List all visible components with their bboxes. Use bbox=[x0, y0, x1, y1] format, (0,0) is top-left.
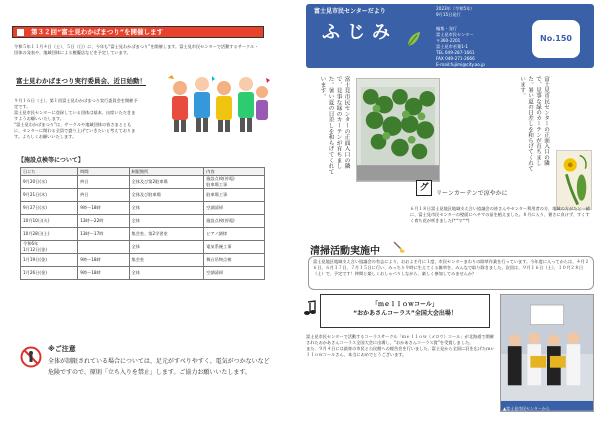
issue-year: 2023年（令和5年） bbox=[436, 6, 475, 11]
table-cell: 舞台吊物点検 bbox=[204, 254, 265, 267]
no-entry-icon bbox=[20, 346, 42, 368]
table-cell: 駐車場工事 bbox=[204, 189, 265, 202]
chorus-header bbox=[320, 294, 490, 328]
table-cell: 終日 bbox=[78, 189, 129, 202]
festival-text: 令和５年１１月４日（土）、５日（日）に、今年も“富士見わかばまつり”を開催します。富士見市民センターで活動するサークル・団体の発表や、地域団体による模擬店などを予定しています。 bbox=[14, 44, 259, 55]
table-cell bbox=[78, 241, 129, 254]
cleaning-title: 清掃活動実施中 bbox=[310, 246, 380, 257]
meeting-text: ９月１６日（土）、第１回富士見わかばまつり実行委員会を開催予定です。 富士見市民センターに登録している団体は基本、出席いただきますようお願いいたします。 “富士見わかばまつり”は、サークルや地域団体の皆さまとともに、センターに関わる全員で盛り上げていきたいと考えております。よろしくお願いいたします。 bbox=[14, 98, 138, 139]
table-row bbox=[21, 267, 265, 280]
loofah-photo bbox=[556, 150, 592, 210]
table-header: 時間 bbox=[78, 168, 129, 176]
table-cell: 空調清掃 bbox=[204, 267, 265, 280]
cleaning-text: 富士見地区地域支え合い協議会の有志により、おおよそ月に１度、市民センターまわりの除草作業を行っています。今年度に入ってからは、４月２６日、６月１７日、７月１５日に行い、みっちり９時に生えてくる雑草を、みんなで取り除きました。次回は、９月１６日（土）、１０月２８日（土）で、予定です！仲間と楽しくおしゃべりしながら、楽しく参加してみませんか？ bbox=[308, 256, 594, 290]
table-cell: 13時～22時 bbox=[78, 215, 129, 228]
table-cell: 全体及び駐車場 bbox=[129, 189, 204, 202]
chorus-title-2: “おかあさんコーラス”全国大会出場！ bbox=[353, 310, 457, 317]
festival-header bbox=[12, 26, 264, 38]
caution-title: ※ご注意 bbox=[48, 345, 76, 353]
table-cell: 空調清掃 bbox=[204, 202, 265, 215]
caution-text: 全体が制限されている場合については、足元がすべりやすく、電気がつかないなど危険ですので、原則「立ち入りを禁止」します。ご協力お願いいたします。 bbox=[48, 358, 270, 376]
table-cell: 全体及び第2駐車場 bbox=[129, 176, 204, 189]
table-cell: 9時～18時 bbox=[78, 254, 129, 267]
broom-icon bbox=[392, 240, 406, 254]
masthead-title: ふじみ bbox=[322, 22, 397, 43]
table-cell: 9月21日(木) bbox=[21, 189, 78, 202]
festival-illustration bbox=[162, 74, 274, 138]
table-cell: 9月20日(水) bbox=[21, 176, 78, 189]
music-note-icon bbox=[302, 300, 318, 316]
chorus-title-1: 「ｍｅｌｌｏｗコール」 bbox=[372, 301, 438, 308]
table-row bbox=[21, 215, 265, 228]
table-cell: 終日 bbox=[78, 176, 129, 189]
table-header: 制限箇所 bbox=[129, 168, 204, 176]
table-cell: 10月10日(火) bbox=[21, 215, 78, 228]
chorus-photo-caption: ▲富士見市民センターから bbox=[503, 406, 550, 411]
square-bullet-icon bbox=[17, 29, 24, 36]
table-cell: 全体 bbox=[129, 241, 204, 254]
table-cell: 全体 bbox=[129, 267, 204, 280]
chorus-photo bbox=[500, 294, 594, 412]
green-curtain-title: リーンカーテンで涼やかに bbox=[436, 190, 508, 197]
table-cell: 10月28日(土) bbox=[21, 228, 78, 241]
table-header: 日にち bbox=[21, 168, 78, 176]
table-header: 内容 bbox=[204, 168, 265, 176]
table-cell: 9月27日(水) bbox=[21, 202, 78, 215]
table-header-row bbox=[21, 168, 265, 176]
chorus-text: 富士見市民センターで活動するコーラスサークル「ｍｅｌｌｏｗ（メロウ）コール」が北海道で開催されたおかあさんコーラス全国大会に出場し、“おかあさんコーラス賞”を受賞しました。 また、９月４日には最寄の市民と公民館への報告会を行いました。富士見から全国に羽を広げたｍｅｌｌｏｗコールさん、本当におめでとうございます。 bbox=[306, 334, 495, 357]
meeting-title: 富士見わかばまつり実行委員会、近日始動！ bbox=[16, 77, 146, 85]
issue-number: No.150 bbox=[540, 34, 572, 43]
table-cell: 全体 bbox=[129, 202, 204, 215]
table-row bbox=[21, 202, 265, 215]
table-cell: 集会室、第2学習室 bbox=[129, 228, 204, 241]
table-row bbox=[21, 189, 265, 202]
issue-number-badge bbox=[532, 20, 580, 58]
table-cell: 13時～17時 bbox=[78, 228, 129, 241]
table-cell: ピアノ調律 bbox=[204, 228, 265, 241]
table-cell: 施設点検(停電) 駐車場工事 bbox=[204, 176, 265, 189]
table-cell: 令和6年 1月12日(金) bbox=[21, 241, 78, 254]
table-row bbox=[21, 176, 265, 189]
facility-table-title: 【施設点検等について】 bbox=[18, 157, 84, 164]
table-cell: 1月26日(金) bbox=[21, 267, 78, 280]
vertical-column-left: 富士見市民センターの正面入口の隣で、見事な緑のカーテンが育ちました。暑い夏の日差しを和らげてくれています。 bbox=[319, 76, 349, 175]
table-row bbox=[21, 228, 265, 241]
publisher-info: 編集・発行 富士見市民センター 〒360-2201 富士見市若葉1-1 TEL 049-287-1661 FAX 049-271-2666 E-mail:fujimi@city.ao.jp bbox=[436, 26, 485, 67]
green-curtain-photo bbox=[356, 78, 440, 182]
table-cell: 9時～18時 bbox=[78, 202, 129, 215]
table-cell: 施設点検(停電) bbox=[204, 215, 265, 228]
festival-title: 第３２回“富士見わかばまつり”を開催します bbox=[31, 28, 164, 36]
table-row bbox=[21, 241, 265, 254]
green-curtain-badge: グ bbox=[416, 180, 432, 196]
issue-day: 9月15日発行 bbox=[436, 12, 461, 17]
masthead-subtitle: 富士見市民センターだより bbox=[314, 8, 386, 15]
issue-date bbox=[436, 6, 474, 18]
green-curtain-text: ６月１８日富士見地区地域支え合い協議会の皆さんやセンター利用者の方、地域の方がたと一緒に、富士見市民センターの壁面にヘチマの苗を植えました。８月に入り、暑さに負けず、すくすく育ち花が咲きました(*^▽^*) bbox=[410, 206, 590, 223]
table-cell: 集会室 bbox=[129, 254, 204, 267]
table-cell: 1月19日(金) bbox=[21, 254, 78, 267]
facility-table bbox=[20, 167, 265, 280]
leaf-icon bbox=[404, 30, 422, 48]
table-row bbox=[21, 254, 265, 267]
table-cell: 9時～18時 bbox=[78, 267, 129, 280]
table-cell: 全体 bbox=[129, 215, 204, 228]
table-cell: 電気系統工事 bbox=[204, 241, 265, 254]
vertical-column-main: 富士見市民センターの正面入口の隣で、見事な緑のカーテンが育ちました。暑い夏の日差しを和らげてくれています。 bbox=[519, 76, 549, 172]
